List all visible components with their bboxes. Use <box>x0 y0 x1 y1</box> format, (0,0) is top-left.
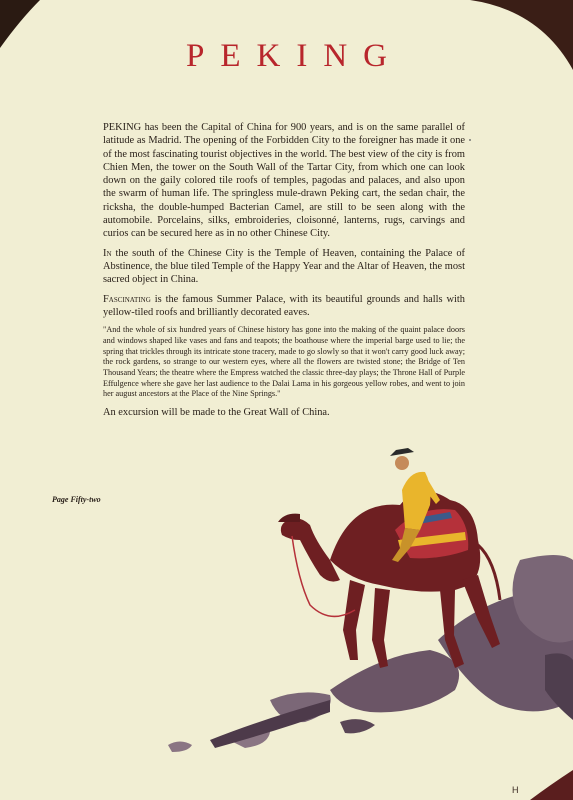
artist-mark: H <box>512 785 519 795</box>
rocks <box>168 555 573 752</box>
summer-palace-lead: Fascinating <box>103 293 151 305</box>
temple-text: the south of the Chinese City is the Temple of Heaven, containing the Palace of Abstinence, the blue tiled Temple of the Happy Year and the Altar of Heaven, the most sacred object in China. <box>103 247 465 286</box>
excursion-paragraph: An excursion will be made to the Great Wall of China. <box>103 407 330 419</box>
page-number: Page Fifty-two <box>52 495 101 504</box>
summer-palace-text: is the famous Summer Palace, with its beautiful grounds and halls with yellow-tiled roofs and brilliantly decorated eaves. <box>103 293 465 318</box>
quotation: "And the whole of six hundred years of Chinese history has gone into the making of the quaint palace doors and windows shaped like vases and fans and teapots; the boathouse where the imperial barge used to lie; the spring that trickles through its intricate stone tracery, made to go slowly so that it won't carry good luck away; the rock gardens, so strange to our western eyes, where all the flowers are twisted stone; the Bridge of Ten Thousand Years; the theatre where the Empress watched the classic three-day plays; the Throne Hall of Purple Effulgence where she gave her last audience to the Dalai Lama in his gorgeous yellow robes, and went to join her august ancestors at the Place of the Nine Springs." <box>103 325 465 399</box>
intro-paragraph: PEKING has been the Capital of China for 900 years, and is on the same parallel of latitude as Madrid. The opening of the Forbidden City to the foreigner has made it one of the most fascinating tourist objectives in the world. The best view of the city is from Chien Men, the tower on the South Wall of the Tartar City, from which one can look down on the gaily colored tile roofs of temples, pagodas and palaces, and also upon the swarm of human life. The springless mule-drawn Peking cart, the sedan chair, the ricksha, the double-humped Bacterian Camel, are still to be seen along with the automobile. Porcelains, silks, embroideries, cloisonné, lanterns, rugs, carvings and curios can be secured here as in no other Chinese City. <box>103 122 465 240</box>
page-title: PEKING <box>186 38 403 74</box>
temple-lead: In <box>103 247 112 259</box>
